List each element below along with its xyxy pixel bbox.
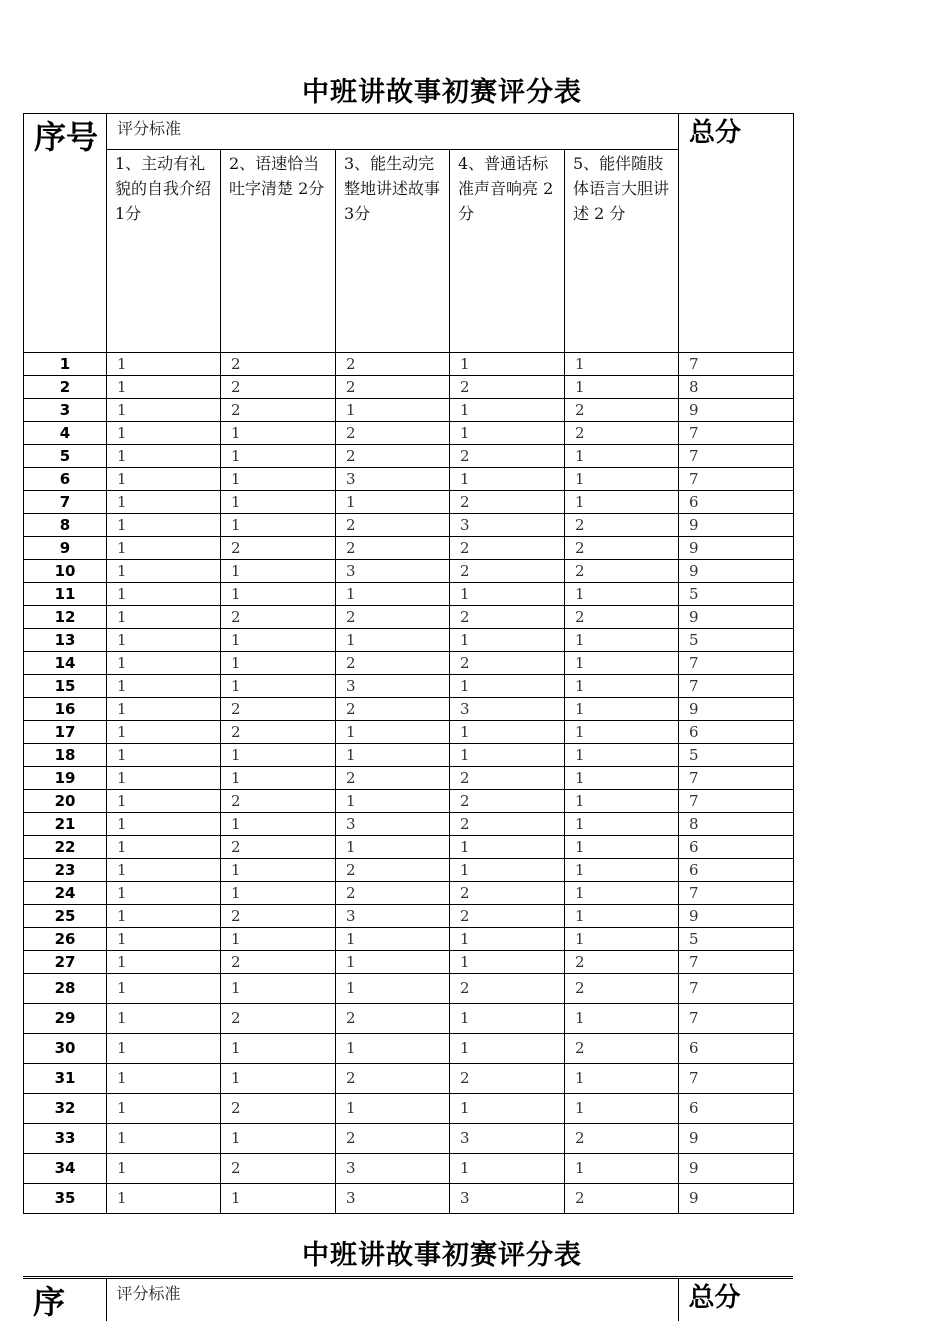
row-seq: 4	[24, 422, 107, 445]
row-total: 9	[679, 606, 794, 629]
page-title: 中班讲故事初赛评分表	[302, 77, 582, 108]
row-score-2: 1	[221, 928, 336, 951]
row-score-4: 1	[450, 675, 565, 698]
row-score-3: 1	[336, 1094, 450, 1124]
row-score-2: 2	[221, 790, 336, 813]
row-score-5: 1	[565, 675, 679, 698]
row-score-5: 1	[565, 698, 679, 721]
row-score-3: 2	[336, 1004, 450, 1034]
row-score-4: 1	[450, 468, 565, 491]
row-score-1: 1	[107, 1034, 221, 1064]
row-score-2: 2	[221, 951, 336, 974]
table-row	[24, 905, 794, 928]
row-score-4: 1	[450, 399, 565, 422]
row-score-2: 1	[221, 974, 336, 1004]
row-score-2: 2	[221, 698, 336, 721]
row-score-4: 2	[450, 560, 565, 583]
row-score-4: 1	[450, 1094, 565, 1124]
row-score-2: 2	[221, 606, 336, 629]
row-score-2: 2	[221, 353, 336, 376]
criterion-1: 1、主动有礼貌的自我介绍 1分	[107, 150, 221, 353]
row-score-2: 2	[221, 836, 336, 859]
row-total: 5	[679, 744, 794, 767]
row-score-4: 3	[450, 1184, 565, 1214]
row-score-4: 2	[450, 376, 565, 399]
row-seq: 5	[24, 445, 107, 468]
table-row	[24, 399, 794, 422]
table-row	[24, 813, 794, 836]
row-seq: 8	[24, 514, 107, 537]
row-score-1: 1	[107, 836, 221, 859]
row-score-3: 2	[336, 445, 450, 468]
table-row	[24, 698, 794, 721]
row-score-4: 1	[450, 744, 565, 767]
row-seq: 27	[24, 951, 107, 974]
table-row	[24, 721, 794, 744]
row-score-1: 1	[107, 859, 221, 882]
row-score-2: 1	[221, 882, 336, 905]
row-total: 6	[679, 721, 794, 744]
row-seq: 2	[24, 376, 107, 399]
row-score-2: 2	[221, 399, 336, 422]
row-score-3: 1	[336, 951, 450, 974]
row-score-1: 1	[107, 606, 221, 629]
row-score-5: 1	[565, 836, 679, 859]
row-total: 5	[679, 583, 794, 606]
row-seq: 23	[24, 859, 107, 882]
row-seq: 31	[24, 1064, 107, 1094]
row-total: 9	[679, 560, 794, 583]
table-row	[24, 353, 794, 376]
row-score-2: 1	[221, 652, 336, 675]
row-score-4: 2	[450, 790, 565, 813]
row-seq: 35	[24, 1184, 107, 1214]
row-score-5: 1	[565, 376, 679, 399]
second-page-title: 中班讲故事初赛评分表	[302, 1240, 582, 1271]
row-score-5: 1	[565, 1094, 679, 1124]
row-score-3: 1	[336, 629, 450, 652]
row-score-4: 1	[450, 1034, 565, 1064]
table-row	[24, 422, 794, 445]
row-score-1: 1	[107, 1064, 221, 1094]
row-score-5: 2	[565, 606, 679, 629]
row-score-4: 1	[450, 721, 565, 744]
row-total: 7	[679, 974, 794, 1004]
row-total: 9	[679, 1184, 794, 1214]
row-seq: 22	[24, 836, 107, 859]
row-score-5: 1	[565, 744, 679, 767]
row-score-1: 1	[107, 583, 221, 606]
row-seq: 15	[24, 675, 107, 698]
row-score-4: 2	[450, 445, 565, 468]
row-score-5: 2	[565, 1124, 679, 1154]
row-score-1: 1	[107, 974, 221, 1004]
row-score-5: 2	[565, 514, 679, 537]
row-score-5: 1	[565, 491, 679, 514]
row-total: 7	[679, 675, 794, 698]
row-total: 9	[679, 399, 794, 422]
row-seq: 30	[24, 1034, 107, 1064]
row-score-1: 1	[107, 353, 221, 376]
row-score-5: 1	[565, 905, 679, 928]
row-seq: 32	[24, 1094, 107, 1124]
row-score-4: 1	[450, 836, 565, 859]
row-score-2: 1	[221, 514, 336, 537]
row-seq: 21	[24, 813, 107, 836]
row-score-1: 1	[107, 537, 221, 560]
header-row	[24, 114, 794, 150]
row-score-5: 2	[565, 560, 679, 583]
criterion-3: 3、能生动完整地讲述故事 3分	[336, 150, 450, 353]
row-total: 9	[679, 1154, 794, 1184]
row-score-1: 1	[107, 560, 221, 583]
row-score-4: 2	[450, 537, 565, 560]
row-score-3: 3	[336, 813, 450, 836]
table-row	[24, 445, 794, 468]
row-score-1: 1	[107, 1154, 221, 1184]
row-seq: 10	[24, 560, 107, 583]
row-score-2: 1	[221, 1124, 336, 1154]
row-score-3: 2	[336, 859, 450, 882]
row-score-4: 1	[450, 629, 565, 652]
table-row	[24, 1184, 794, 1214]
table-row	[24, 790, 794, 813]
row-score-1: 1	[107, 1094, 221, 1124]
row-score-4: 2	[450, 905, 565, 928]
row-score-1: 1	[107, 468, 221, 491]
row-score-2: 1	[221, 491, 336, 514]
row-score-5: 1	[565, 859, 679, 882]
row-seq: 14	[24, 652, 107, 675]
row-score-1: 1	[107, 652, 221, 675]
row-score-5: 1	[565, 1064, 679, 1094]
table-row	[24, 767, 794, 790]
row-score-4: 1	[450, 1154, 565, 1184]
row-score-2: 2	[221, 721, 336, 744]
row-seq: 12	[24, 606, 107, 629]
row-score-1: 1	[107, 1124, 221, 1154]
row-seq: 11	[24, 583, 107, 606]
criterion-2: 2、语速恰当吐字清楚 2分	[221, 150, 336, 353]
row-score-5: 1	[565, 882, 679, 905]
row-score-4: 3	[450, 698, 565, 721]
row-total: 7	[679, 951, 794, 974]
row-score-3: 1	[336, 491, 450, 514]
table-row	[24, 1064, 794, 1094]
row-score-3: 1	[336, 399, 450, 422]
row-total: 9	[679, 905, 794, 928]
second-total-header: 总分	[678, 1278, 793, 1322]
row-score-3: 2	[336, 422, 450, 445]
row-seq: 19	[24, 767, 107, 790]
row-score-4: 1	[450, 1004, 565, 1034]
row-score-3: 3	[336, 675, 450, 698]
row-seq: 26	[24, 928, 107, 951]
row-seq: 3	[24, 399, 107, 422]
row-score-3: 1	[336, 744, 450, 767]
row-seq: 34	[24, 1154, 107, 1184]
row-score-3: 1	[336, 974, 450, 1004]
table-row	[24, 928, 794, 951]
standard-header: 评分标准	[107, 114, 679, 150]
row-seq: 1	[24, 353, 107, 376]
row-score-2: 1	[221, 767, 336, 790]
row-score-2: 1	[221, 445, 336, 468]
row-score-3: 2	[336, 514, 450, 537]
criteria-row	[24, 150, 794, 353]
row-seq: 6	[24, 468, 107, 491]
row-score-5: 1	[565, 1004, 679, 1034]
row-score-5: 1	[565, 468, 679, 491]
row-score-4: 3	[450, 514, 565, 537]
row-seq: 13	[24, 629, 107, 652]
row-seq: 9	[24, 537, 107, 560]
row-score-1: 1	[107, 675, 221, 698]
row-total: 7	[679, 422, 794, 445]
row-score-5: 1	[565, 583, 679, 606]
table-row	[24, 836, 794, 859]
table-row	[24, 1154, 794, 1184]
row-score-5: 2	[565, 1034, 679, 1064]
row-score-4: 1	[450, 353, 565, 376]
table-row	[24, 744, 794, 767]
row-score-4: 2	[450, 606, 565, 629]
second-seq-header: 序	[23, 1278, 106, 1322]
row-score-5: 2	[565, 974, 679, 1004]
row-score-4: 2	[450, 767, 565, 790]
row-total: 5	[679, 928, 794, 951]
table-row	[24, 951, 794, 974]
row-score-2: 1	[221, 1184, 336, 1214]
row-total: 6	[679, 1034, 794, 1064]
row-score-2: 2	[221, 1154, 336, 1184]
row-score-5: 2	[565, 422, 679, 445]
second-standard-header: 评分标准	[106, 1278, 678, 1322]
row-seq: 18	[24, 744, 107, 767]
row-score-1: 1	[107, 491, 221, 514]
row-total: 7	[679, 468, 794, 491]
row-total: 9	[679, 514, 794, 537]
row-score-5: 1	[565, 629, 679, 652]
row-seq: 7	[24, 491, 107, 514]
row-score-3: 2	[336, 1124, 450, 1154]
score-table	[23, 113, 794, 1214]
row-score-1: 1	[107, 744, 221, 767]
row-score-3: 3	[336, 468, 450, 491]
row-score-3: 2	[336, 537, 450, 560]
row-score-5: 2	[565, 951, 679, 974]
table-row	[24, 583, 794, 606]
row-score-3: 2	[336, 376, 450, 399]
row-total: 7	[679, 790, 794, 813]
row-score-1: 1	[107, 422, 221, 445]
row-score-1: 1	[107, 376, 221, 399]
row-total: 7	[679, 652, 794, 675]
row-total: 6	[679, 1094, 794, 1124]
table-row	[24, 1124, 794, 1154]
row-score-5: 1	[565, 721, 679, 744]
row-score-3: 1	[336, 790, 450, 813]
table-row	[24, 1094, 794, 1124]
row-score-5: 1	[565, 445, 679, 468]
table-row	[24, 629, 794, 652]
row-score-3: 1	[336, 721, 450, 744]
row-score-2: 1	[221, 859, 336, 882]
row-total: 6	[679, 859, 794, 882]
row-score-1: 1	[107, 790, 221, 813]
second-header-row	[23, 1278, 793, 1322]
row-score-4: 1	[450, 928, 565, 951]
second-score-table	[23, 1276, 793, 1321]
row-seq: 16	[24, 698, 107, 721]
row-score-3: 3	[336, 1154, 450, 1184]
row-total: 9	[679, 1124, 794, 1154]
row-total: 7	[679, 1004, 794, 1034]
row-seq: 24	[24, 882, 107, 905]
table-row	[24, 675, 794, 698]
table-row	[24, 859, 794, 882]
row-score-4: 2	[450, 813, 565, 836]
row-score-1: 1	[107, 882, 221, 905]
row-total: 7	[679, 1064, 794, 1094]
row-score-3: 2	[336, 698, 450, 721]
row-score-5: 1	[565, 652, 679, 675]
row-score-4: 3	[450, 1124, 565, 1154]
row-seq: 29	[24, 1004, 107, 1034]
row-score-4: 1	[450, 583, 565, 606]
table-row	[24, 468, 794, 491]
row-score-3: 3	[336, 905, 450, 928]
table-row	[24, 652, 794, 675]
row-score-1: 1	[107, 1184, 221, 1214]
row-score-5: 1	[565, 1154, 679, 1184]
row-score-1: 1	[107, 951, 221, 974]
row-score-3: 1	[336, 836, 450, 859]
row-score-3: 3	[336, 1184, 450, 1214]
row-score-3: 2	[336, 353, 450, 376]
row-score-1: 1	[107, 698, 221, 721]
row-total: 6	[679, 491, 794, 514]
row-score-2: 1	[221, 583, 336, 606]
table-row	[24, 1004, 794, 1034]
row-score-5: 2	[565, 399, 679, 422]
row-score-1: 1	[107, 445, 221, 468]
row-score-5: 1	[565, 353, 679, 376]
row-seq: 17	[24, 721, 107, 744]
row-score-2: 2	[221, 1004, 336, 1034]
total-header: 总分	[679, 114, 794, 353]
row-score-3: 2	[336, 767, 450, 790]
row-score-4: 2	[450, 652, 565, 675]
row-score-2: 2	[221, 905, 336, 928]
row-score-5: 1	[565, 928, 679, 951]
row-score-4: 2	[450, 491, 565, 514]
row-total: 8	[679, 813, 794, 836]
row-total: 7	[679, 882, 794, 905]
row-score-3: 1	[336, 583, 450, 606]
row-score-4: 2	[450, 974, 565, 1004]
row-score-1: 1	[107, 1004, 221, 1034]
row-score-1: 1	[107, 399, 221, 422]
criterion-5: 5、能伴随肢体语言大胆讲述 2 分	[565, 150, 679, 353]
table-row	[24, 882, 794, 905]
row-seq: 28	[24, 974, 107, 1004]
row-score-2: 1	[221, 1034, 336, 1064]
row-score-3: 2	[336, 606, 450, 629]
row-total: 7	[679, 353, 794, 376]
table-row	[24, 514, 794, 537]
table-row	[24, 491, 794, 514]
row-seq: 20	[24, 790, 107, 813]
row-score-1: 1	[107, 813, 221, 836]
row-score-3: 1	[336, 1034, 450, 1064]
table-row	[24, 606, 794, 629]
row-score-3: 2	[336, 882, 450, 905]
row-total: 9	[679, 698, 794, 721]
row-seq: 33	[24, 1124, 107, 1154]
criterion-4: 4、普通话标准声音响亮 2分	[450, 150, 565, 353]
row-total: 8	[679, 376, 794, 399]
row-score-5: 2	[565, 537, 679, 560]
row-score-1: 1	[107, 767, 221, 790]
row-score-2: 1	[221, 468, 336, 491]
row-score-1: 1	[107, 905, 221, 928]
second-table-fragment	[23, 1276, 793, 1344]
row-score-2: 1	[221, 813, 336, 836]
row-score-3: 2	[336, 652, 450, 675]
row-total: 9	[679, 537, 794, 560]
row-score-5: 1	[565, 767, 679, 790]
row-score-4: 2	[450, 882, 565, 905]
row-score-3: 1	[336, 928, 450, 951]
row-score-4: 1	[450, 951, 565, 974]
row-score-3: 2	[336, 1064, 450, 1094]
row-total: 7	[679, 767, 794, 790]
row-score-3: 3	[336, 560, 450, 583]
row-score-2: 1	[221, 675, 336, 698]
row-score-5: 1	[565, 813, 679, 836]
table-row	[24, 376, 794, 399]
row-score-2: 1	[221, 744, 336, 767]
row-score-1: 1	[107, 721, 221, 744]
row-score-1: 1	[107, 629, 221, 652]
row-total: 7	[679, 445, 794, 468]
row-score-2: 1	[221, 422, 336, 445]
row-seq: 25	[24, 905, 107, 928]
row-score-4: 2	[450, 1064, 565, 1094]
row-score-4: 1	[450, 859, 565, 882]
row-score-2: 2	[221, 376, 336, 399]
row-score-2: 2	[221, 1094, 336, 1124]
row-score-5: 2	[565, 1184, 679, 1214]
row-score-2: 1	[221, 629, 336, 652]
table-row	[24, 974, 794, 1004]
row-score-1: 1	[107, 514, 221, 537]
row-score-5: 1	[565, 790, 679, 813]
row-score-1: 1	[107, 928, 221, 951]
seq-header: 序号	[24, 114, 107, 353]
row-score-2: 2	[221, 537, 336, 560]
table-row	[24, 537, 794, 560]
row-total: 5	[679, 629, 794, 652]
row-score-4: 1	[450, 422, 565, 445]
row-total: 6	[679, 836, 794, 859]
table-row	[24, 1034, 794, 1064]
row-score-2: 1	[221, 1064, 336, 1094]
table-row	[24, 560, 794, 583]
row-score-2: 1	[221, 560, 336, 583]
